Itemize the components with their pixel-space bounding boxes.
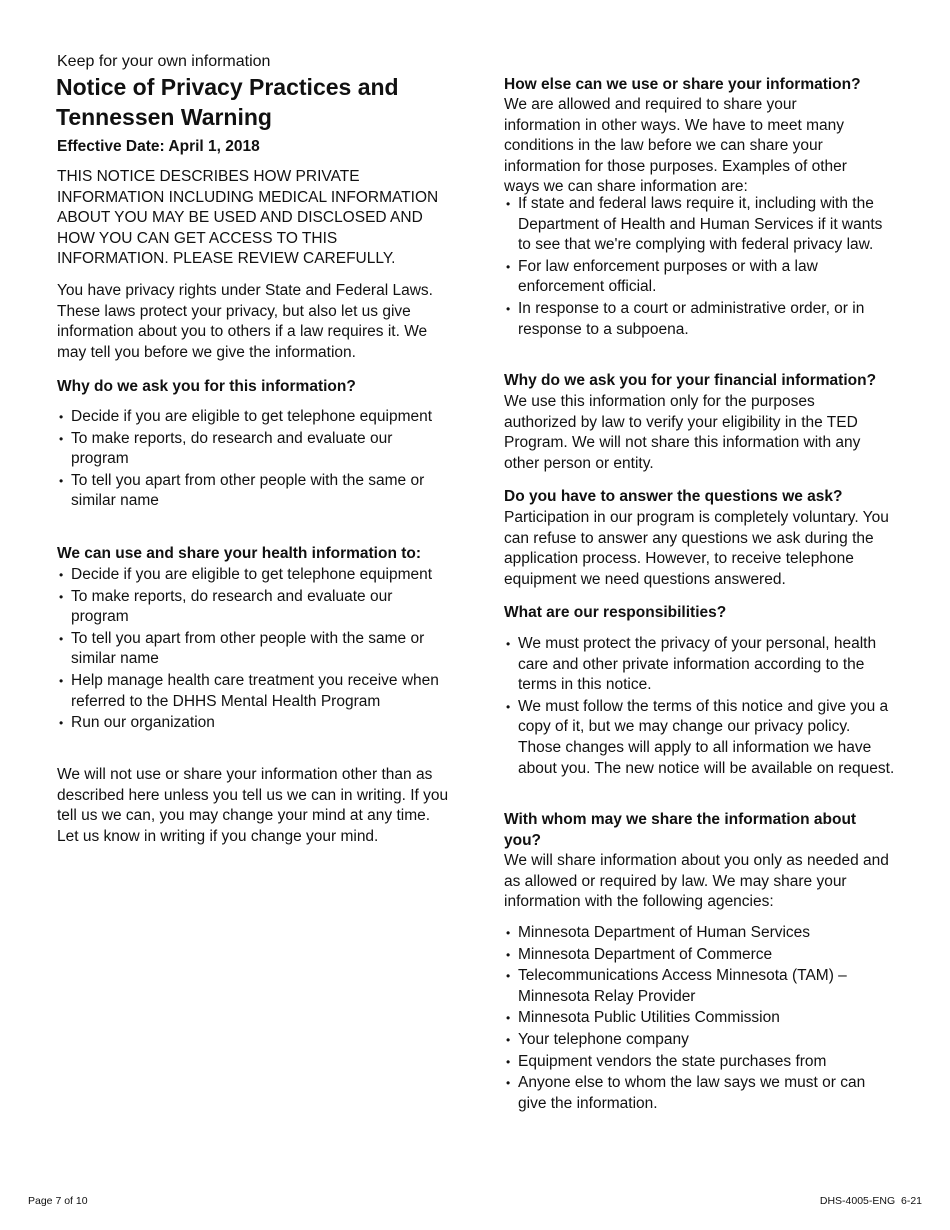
share-other-heading: How else can we use or share your information? [504, 76, 861, 93]
share-whom-paragraph: We will share information about you only as needed and as allowed or required by law. We may share your information with the following agencies: [504, 852, 889, 911]
kicker-text: Keep for your own information [57, 53, 271, 70]
list-item: • Decide if you are eligible to get telephone equipment [57, 565, 449, 586]
share-whom-heading: With whom may we share the information about you? [504, 811, 857, 849]
list-item: • Equipment vendors the state purchases from [504, 1052, 896, 1073]
share-other-paragraph: We are allowed and required to share your information in other ways. We have to meet many conditions in the law before we can share your information for those purposes. Examples of other ways we can share information are: [504, 96, 847, 196]
share-other-list [504, 194, 896, 341]
title-line-2: Tennessen Warning [56, 104, 272, 130]
list-item: • Your telephone company [504, 1030, 896, 1051]
privacy-rights-paragraph: You have privacy rights under State and Federal Laws. These laws protect your privacy, but also let us give information about you to others if a law requires it. We may tell you before we give the information. [57, 282, 433, 361]
list-item: • If state and federal laws require it, including with the Department of Health and Human Services if it wants to see that we're complying with federal privacy law. [504, 194, 896, 256]
answer-heading: Do you have to answer the questions we ask? [504, 488, 843, 505]
list-item: • Run our organization [57, 713, 449, 734]
financial-heading: Why do we ask you for your financial information? [504, 372, 877, 389]
list-item: • To tell you apart from other people with the same or similar name [57, 629, 449, 670]
responsibilities-list [504, 634, 896, 780]
list-item: • Help manage health care treatment you receive when referred to the DHHS Mental Health Program [57, 671, 449, 712]
list-item: • Minnesota Department of Human Services [504, 923, 896, 944]
health-info-heading: We can use and share your health information to: [57, 545, 422, 562]
title-line-1: Notice of Privacy Practices and [56, 74, 399, 100]
list-item: • To make reports, do research and evaluate our program [57, 587, 449, 628]
closing-paragraph: We will not use or share your information other than as described here unless you tell us we can in writing. If you tell us we can, you may change your mind at any time. Let us know in writing if you change your mind. [57, 766, 449, 845]
list-item: • To make reports, do research and evaluate our program [57, 429, 449, 470]
list-item: • Minnesota Public Utilities Commission [504, 1008, 896, 1029]
list-item: • Decide if you are eligible to get telephone equipment [57, 407, 449, 428]
why-info-heading: Why do we ask you for this information? [57, 378, 356, 395]
why-info-list [57, 407, 449, 513]
list-item: • We must follow the terms of this notice and give you a copy of it, but we may change our privacy policy. Those changes will apply to all information we have about you. The new notice will be available on request. [504, 697, 896, 779]
list-item: • Anyone else to whom the law says we must or can give the information. [504, 1073, 896, 1114]
form-id: DHS-4005-ENG 6-21 [819, 1195, 922, 1207]
list-item: • Telecommunications Access Minnesota (TAM) – Minnesota Relay Provider [504, 966, 896, 1007]
notice-caps-paragraph: THIS NOTICE DESCRIBES HOW PRIVATE INFORMATION INCLUDING MEDICAL INFORMATION ABOUT YOU MAY BE USED AND DISCLOSED AND HOW YOU CAN GET ACCESS TO THIS INFORMATION. PLEASE REVIEW CAREFULLY. [57, 168, 439, 268]
agencies-list [504, 923, 896, 1115]
page-title [56, 72, 456, 132]
list-item: • To tell you apart from other people with the same or similar name [57, 471, 449, 512]
answer-paragraph: Participation in our program is completely voluntary. You can refuse to answer any questions we ask during the application process. However, to receive telephone equipment we need questions answered. [504, 509, 889, 588]
list-item: • For law enforcement purposes or with a law enforcement official. [504, 257, 896, 298]
list-item: • Minnesota Department of Commerce [504, 945, 896, 966]
list-item: • We must protect the privacy of your personal, health care and other private information according to the terms in this notice. [504, 634, 896, 696]
list-item: • In response to a court or administrative order, or in response to a subpoena. [504, 299, 896, 340]
effective-date: Effective Date: April 1, 2018 [57, 138, 260, 155]
financial-paragraph: We use this information only for the purposes authorized by law to verify your eligibility in the TED Program. We will not share this information with any other person or entity. [504, 393, 861, 472]
page-number: Page 7 of 10 [28, 1195, 88, 1207]
health-info-list [57, 565, 449, 735]
responsibilities-heading: What are our responsibilities? [504, 604, 727, 621]
